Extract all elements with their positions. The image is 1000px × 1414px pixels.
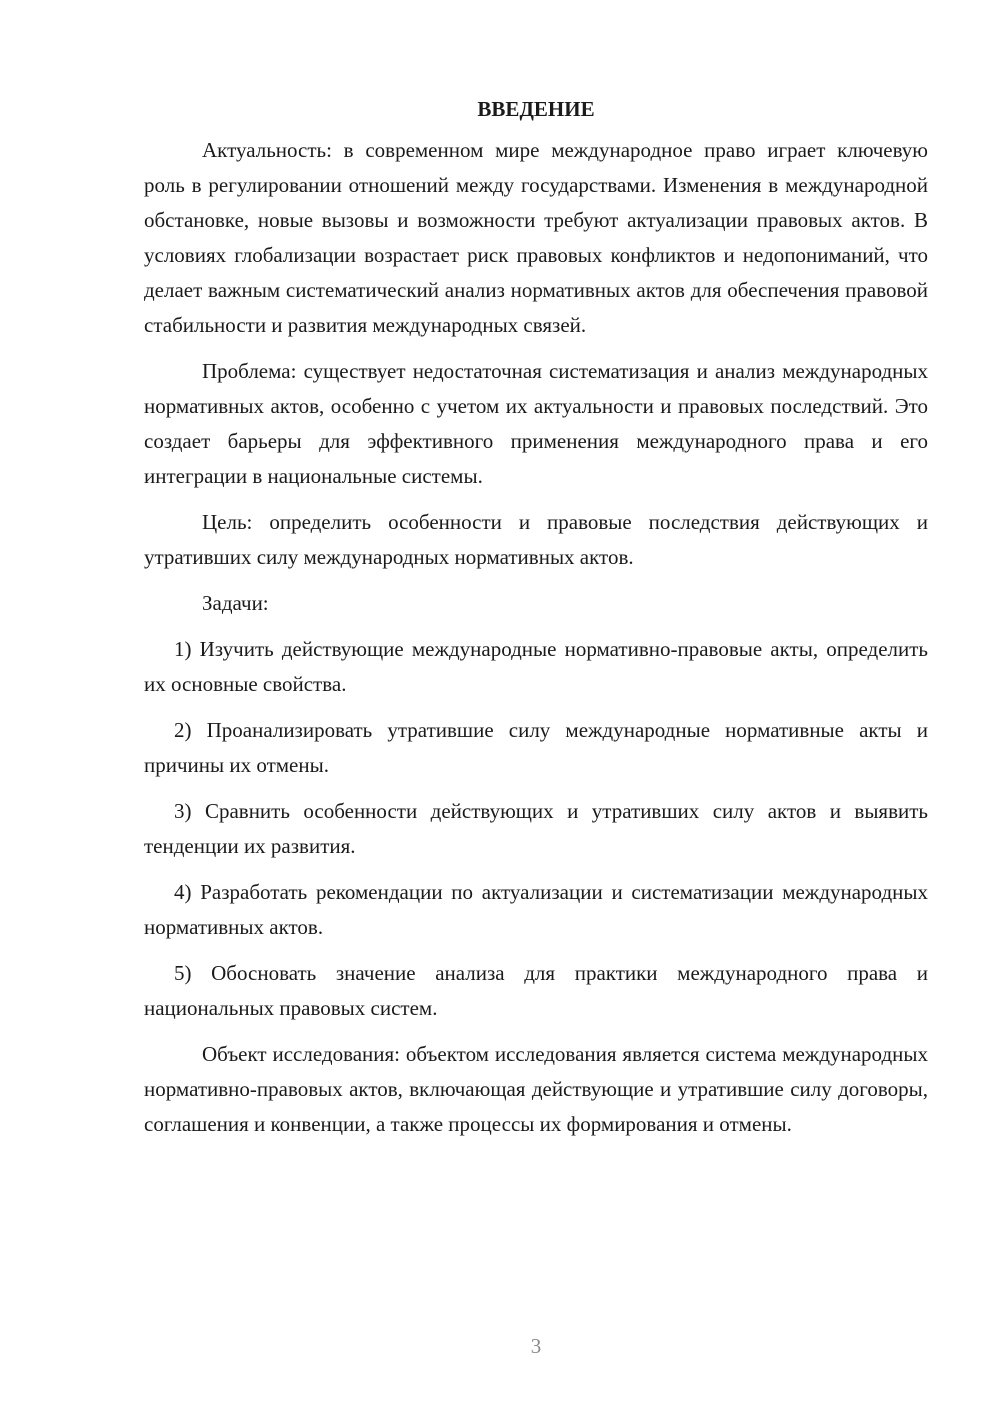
object-paragraph: Объект исследования: объектом исследования является система международных нормативно-правовых актов, включающая действующие и утратившие силу договоры, соглашения и конвенции, а также процессы их формирования и отмены. — [144, 1042, 928, 1136]
relevance-paragraph: Актуальность: в современном мире международное право играет ключевую роль в регулировании отношений между государствами. Изменения в международной обстановке, новые вызовы и возможности требуют актуализации правовых актов. В условиях глобализации возрастает риск правовых конфликтов и недопониманий, что делает важным систематический анализ нормативных актов для обеспечения правовой стабильности и развития международных связей. — [144, 138, 928, 337]
page-number: 3 — [530, 1334, 542, 1358]
page-title: ВВЕДЕНИЕ — [477, 97, 595, 121]
task-item: 2) Проанализировать утратившие силу международные нормативные акты и причины их отмены. — [144, 718, 928, 777]
goal-paragraph: Цель: определить особенности и правовые последствия действующих и утративших силу международных нормативных актов. — [144, 510, 928, 569]
task-item: 4) Разработать рекомендации по актуализации и систематизации международных нормативных актов. — [144, 880, 928, 939]
task-item: 1) Изучить действующие международные нормативно-правовые акты, определить их основные свойства. — [144, 637, 928, 696]
tasks-heading: Задачи: — [202, 591, 269, 615]
page-content — [144, 92, 928, 1153]
problem-paragraph: Проблема: существует недостаточная систематизация и анализ международных нормативных актов, особенно с учетом их актуальности и правовых последствий. Это создает барьеры для эффективного применения международного права и его интеграции в национальные системы. — [144, 359, 928, 488]
task-item: 3) Сравнить особенности действующих и утративших силу актов и выявить тенденции их развития. — [144, 799, 928, 858]
task-item: 5) Обосновать значение анализа для практики международного права и национальных правовых систем. — [144, 961, 928, 1020]
